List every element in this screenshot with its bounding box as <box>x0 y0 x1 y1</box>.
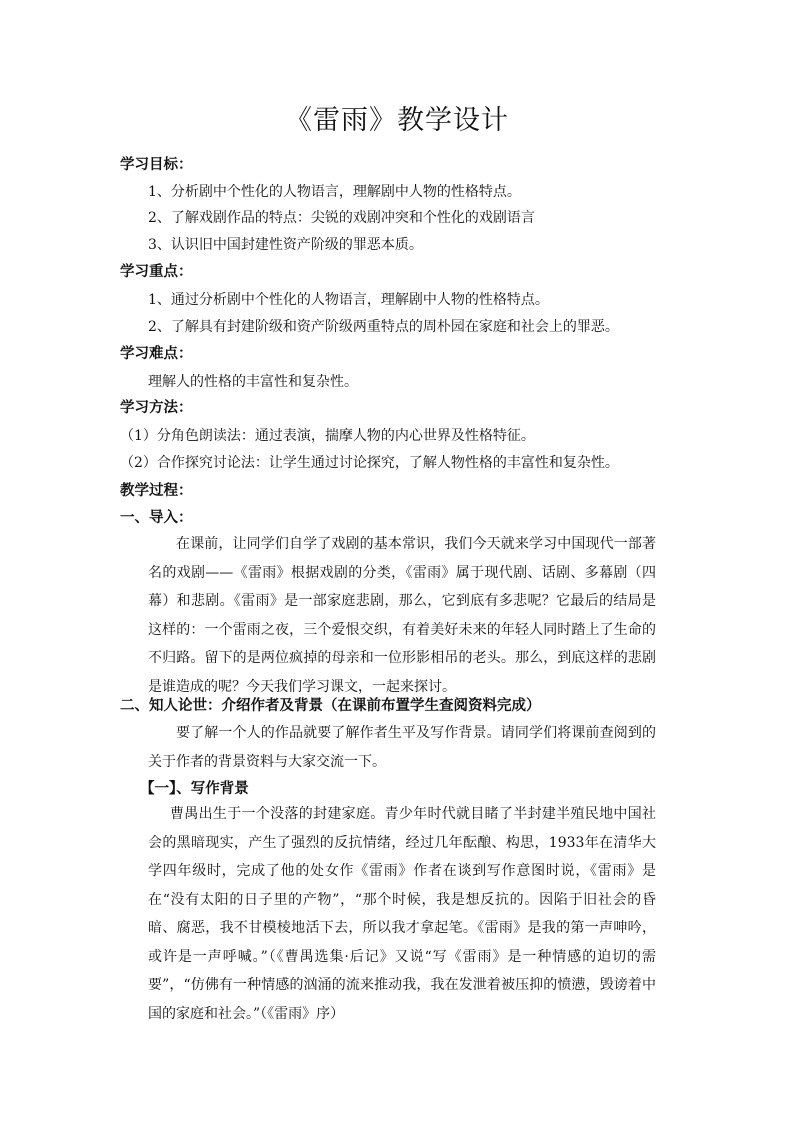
document-title: 《雷雨》教学设计 <box>285 105 509 136</box>
section2-text: 要了解一个人的作品就要了解作者生平及写作背景。请同学们将课前查阅到的关于作者的背景资料与大家交流一下。 <box>148 725 656 770</box>
method-item-2: （2）合作探究讨论法：让学生通过讨论探究，了解人物性格的丰富性和复杂性。 <box>120 455 619 471</box>
process-heading: 教学过程： <box>120 482 193 499</box>
difficulties-text: 理解人的性格的丰富性和复杂性。 <box>148 374 358 390</box>
difficulties-heading: 学习难点： <box>120 345 193 362</box>
background-subheading: 【一】、写作背景 <box>140 780 249 797</box>
intro-heading: 一、导入： <box>120 509 193 526</box>
objectives-heading: 学习目标： <box>120 156 193 173</box>
method-item-1: （1）分角色朗读法：通过表演，揣摩人物的内心世界及性格特征。 <box>120 428 535 444</box>
objective-item-3: 3、认识旧中国封建性资产阶级的罪恶本质。 <box>148 237 423 253</box>
background-paragraph <box>148 800 656 1028</box>
section2-paragraph <box>148 719 656 776</box>
methods-heading: 学习方法： <box>120 399 193 416</box>
intro-text: 在课前，让同学们自学了戏剧的基本常识，我们今天就来学习中国现代一部著名的戏剧——《雷雨》根据戏剧的分类，《雷雨》属于现代剧、话剧、多幕剧（四幕）和悲剧。《雷雨》是一部家庭悲剧，那么，它到底有多悲呢？它最后的结局是这样的：一个雷雨之夜，三个爱恨交织，有着美好未来的年轻人同时踏上了生命的不归路。留下的是两位疯掉的母亲和一位形影相吊的老头。那么，到底这样的悲剧是谁造成的呢？今天我们学习课文，一起来探讨。 <box>148 536 656 695</box>
key-point-item-1: 1、通过分析剧中个性化的人物语言，理解剧中人物的性格特点。 <box>148 292 549 308</box>
background-text: 曹禺出生于一个没落的封建家庭。青少年时代就目睹了半封建半殖民地中国社会的黑暗现实，产生了强烈的反抗情绪，经过几年酝酿、构思，1933年在清华大学四年级时，完成了他的处女作《雷雨》作者在谈到写作意图时说，《雷雨》是在“没有太阳的日子里的产物”，“那个时候，我是想反抗的。因陷于旧社会的昏暗、腐恶，我不甘模棱地活下去，所以我才拿起笔。《雷雨》是我的第一声呻吟，或许是一声呼喊。”（《曹禺选集·后记》又说“写《雷雨》是一种情感的迫切的需要”，“仿佛有一种情感的汹涌的流来推动我，我在发泄着被压抑的愤懑，毁谤着中国的家庭和社会。”（《雷雨》序） <box>148 806 656 1022</box>
key-point-item-2: 2、了解具有封建阶级和资产阶级两重特点的周朴园在家庭和社会上的罪恶。 <box>148 319 619 335</box>
objective-item-1: 1、分析剧中个性化的人物语言，理解剧中人物的性格特点。 <box>148 184 521 200</box>
objective-item-2: 2、了解戏剧作品的特点：尖锐的戏剧冲突和个性化的戏剧语言 <box>148 210 535 226</box>
section2-heading: 二、知人论世：介绍作者及背景（在课前布置学生查阅资料完成） <box>120 697 541 714</box>
key-points-heading: 学习重点： <box>120 263 193 280</box>
intro-paragraph <box>148 530 656 701</box>
